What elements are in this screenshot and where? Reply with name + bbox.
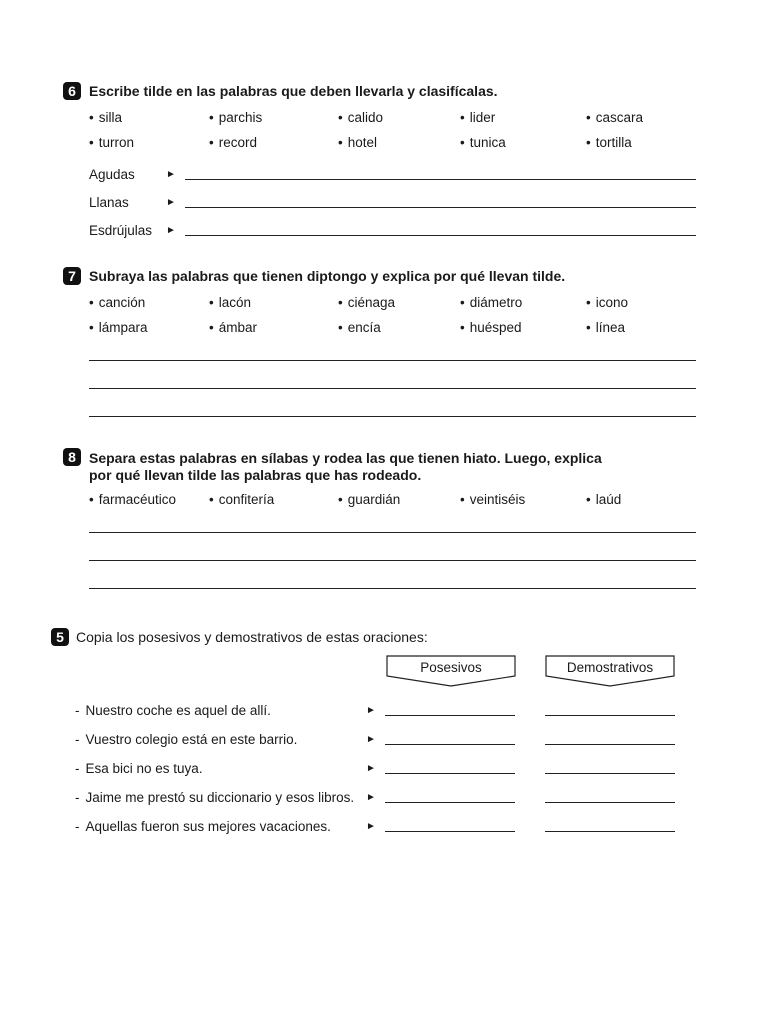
arrow-icon: ► — [166, 225, 176, 236]
demostrativos-label: Demostrativos — [566, 660, 654, 675]
word: • parchis — [209, 110, 262, 126]
exercise-6-title: Escribe tilde en las palabras que deben llevarla y clasifícalas. — [89, 83, 498, 99]
word: • hotel — [338, 135, 377, 151]
word: • ámbar — [209, 320, 257, 336]
posesivos-label: Posesivos — [420, 660, 482, 675]
category-agudas: Agudas — [89, 167, 135, 182]
word: • encía — [338, 320, 381, 336]
arrow-icon: ► — [366, 763, 376, 774]
sentence: - Vuestro colegio está en este barrio. — [75, 732, 297, 748]
sentence: - Jaime me prestó su diccionario y esos libros. — [75, 790, 354, 806]
demostrativos-answer-line[interactable] — [545, 773, 675, 774]
arrow-icon: ► — [366, 734, 376, 745]
sentence: - Nuestro coche es aquel de allí. — [75, 703, 271, 719]
answer-line[interactable] — [89, 388, 696, 389]
posesivos-answer-line[interactable] — [385, 802, 515, 803]
word: • lámpara — [89, 320, 148, 336]
exercise-8-title-line2: por qué llevan tilde las palabras que has rodeado. — [89, 467, 422, 483]
word: • canción — [89, 295, 145, 311]
answer-line[interactable] — [89, 416, 696, 417]
demostrativos-answer-line[interactable] — [545, 715, 675, 716]
word: • record — [209, 135, 257, 151]
word: • cascara — [586, 110, 643, 126]
word: • icono — [586, 295, 628, 311]
demostrativos-answer-line[interactable] — [545, 831, 675, 832]
answer-line[interactable] — [89, 532, 696, 533]
answer-line-esdrujulas[interactable] — [185, 235, 696, 236]
word: • silla — [89, 110, 122, 126]
arrow-icon: ► — [166, 197, 176, 208]
demostrativos-header — [545, 655, 675, 687]
word: • lider — [460, 110, 495, 126]
demostrativos-answer-line[interactable] — [545, 744, 675, 745]
answer-line[interactable] — [89, 588, 696, 589]
demostrativos-answer-line[interactable] — [545, 802, 675, 803]
arrow-icon: ► — [166, 169, 176, 180]
posesivos-header — [386, 655, 516, 687]
word: • ciénaga — [338, 295, 395, 311]
posesivos-answer-line[interactable] — [385, 715, 515, 716]
exercise-8-number: 8 — [63, 448, 81, 466]
arrow-icon: ► — [366, 821, 376, 832]
word: • huésped — [460, 320, 522, 336]
word: • tortilla — [586, 135, 632, 151]
arrow-icon: ► — [366, 705, 376, 716]
category-llanas: Llanas — [89, 195, 129, 210]
word: • lacón — [209, 295, 251, 311]
category-esdrujulas: Esdrújulas — [89, 223, 153, 238]
posesivos-answer-line[interactable] — [385, 744, 515, 745]
answer-line-llanas[interactable] — [185, 207, 696, 208]
sentence: - Aquellas fueron sus mejores vacaciones. — [75, 819, 331, 835]
sentence: - Esa bici no es tuya. — [75, 761, 203, 777]
exercise-7-number: 7 — [63, 267, 81, 285]
posesivos-answer-line[interactable] — [385, 773, 515, 774]
exercise-7-title: Subraya las palabras que tienen diptongo y explica por qué llevan tilde. — [89, 268, 566, 284]
word: • veintiséis — [460, 492, 525, 508]
answer-line[interactable] — [89, 560, 696, 561]
word: • guardián — [338, 492, 400, 508]
word: • línea — [586, 320, 625, 336]
arrow-icon: ► — [366, 792, 376, 803]
word: • turron — [89, 135, 134, 151]
word: • confitería — [209, 492, 274, 508]
exercise-6-number: 6 — [63, 82, 81, 100]
word: • farmacéutico — [89, 492, 176, 508]
word: • laúd — [586, 492, 621, 508]
answer-line[interactable] — [89, 360, 696, 361]
word: • tunica — [460, 135, 506, 151]
answer-line-agudas[interactable] — [185, 179, 696, 180]
exercise-5-number: 5 — [51, 628, 69, 646]
posesivos-answer-line[interactable] — [385, 831, 515, 832]
exercise-5-title: Copia los posesivos y demostrativos de estas oraciones: — [76, 629, 428, 645]
word: • diámetro — [460, 295, 522, 311]
word: • calido — [338, 110, 383, 126]
exercise-8-title-line1: Separa estas palabras en sílabas y rodea las que tienen hiato. Luego, explica — [89, 450, 602, 466]
